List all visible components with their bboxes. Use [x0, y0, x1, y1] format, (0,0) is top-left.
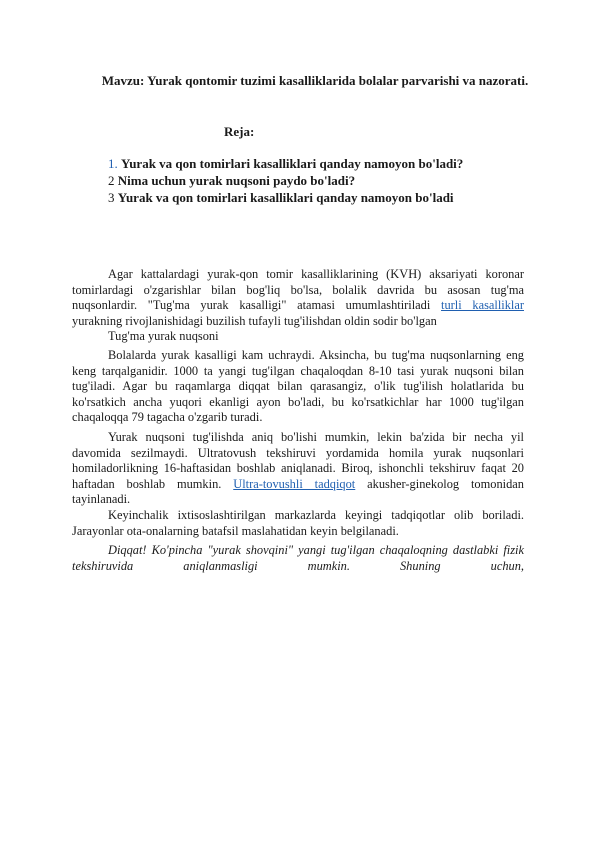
- plan-heading: Reja:: [224, 124, 255, 139]
- document-body: [72, 267, 524, 574]
- paragraph-subheading: Tug'ma yurak nuqsoni: [108, 329, 219, 344]
- paragraph-text: akusher-ginekolog tomonidan tayinlanadi.: [72, 476, 524, 507]
- plan-item-text: Yurak va qon tomirlari kasalliklari qanday namoyon bo'ladi: [117, 190, 454, 205]
- plan-item-1: [108, 155, 463, 172]
- paragraph-intro: [72, 267, 524, 329]
- link-turli-kasalliklar[interactable]: turli kasalliklar: [441, 298, 524, 313]
- paragraph-further-research: Keyinchalik ixtisoslashtirilgan markazlarda keyingi tadqiqotlar olib boriladi. Jarayonlar ota-onalarning batafsil maslahatidan keyin belgilanadi.: [72, 507, 524, 538]
- plan-item-text: Nima uchun yurak nuqsoni paydo bo'ladi?: [117, 173, 356, 188]
- paragraph-text: Yurak nuqsoni tug'ilishda aniq bo'lishi mumkin, lekin ba'zida bir necha yil davomida sezilmaydi. Ultratovush tekshiruvi yordamida homila yurak nuqsonlari homiladorlikning 16-haftasidan boshlab aniqlanadi. Biroq, ishonchli tekshiruv faqat 20 haftadan boshlab mumkin.: [72, 429, 524, 491]
- plan-item-3: [108, 189, 463, 206]
- paragraph-text: Agar kattalardagi yurak-qon tomir kasalliklarining (KVH) aksariyati koronar tomirlardagi o'zgarishlar bilan bog'liq bo'lsa, bolalik davrida bu asosan tug'ma nuqsonlardir. "Tug'ma yurak kasalligi" atamasi umumlashtiriladi: [72, 267, 524, 313]
- paragraph-attention: Diqqat! Ko'pincha "yurak shovqini" yangi tug'ilgan chaqaloqning dastlabki fizik tekshiruvida aniqlanmasligi mumkin. Shuning uchun,: [72, 543, 524, 573]
- paragraph-text: yurakning rivojlanishidagi buzilish tufayli tug'ilishdan oldin sodir bo'lgan: [72, 313, 437, 328]
- plan-item-number: 1.: [108, 156, 118, 171]
- plan-item-number: 3: [108, 190, 115, 205]
- paragraph-diagnosis: [72, 430, 524, 508]
- document-title: Mavzu: Yurak qontomir tuzimi kasalliklarida bolalar parvarishi va nazorati.: [101, 73, 529, 88]
- paragraph-statistics: Bolalarda yurak kasalligi kam uchraydi. Aksincha, bu tug'ma nuqsonlarning eng keng tarqalganidir. 1000 ta yangi tug'ilgan chaqaloqdan 8-10 tasi yurak nuqsoni bilan tug'iladi. Agar bu raqamlarga diqqat bilan qarasangiz, o'lik tug'ilish holatlarida bu ko'rsatkich ancha yuqori ekanligi ayon bo'ladi, bu ko'rsatkichlar har 1000 tug'ilgan chaqaloqqa 79 tagacha o'zgarib turadi.: [72, 347, 524, 425]
- link-ultra-tovushli-tadqiqot[interactable]: Ultra-tovushli tadqiqot: [233, 476, 356, 491]
- plan-item-number: 2: [108, 173, 115, 188]
- plan-item-text: Yurak va qon tomirlari kasalliklari qanday namoyon bo'ladi?: [121, 156, 464, 171]
- plan-item-2: [108, 172, 463, 189]
- plan-list: [108, 155, 463, 206]
